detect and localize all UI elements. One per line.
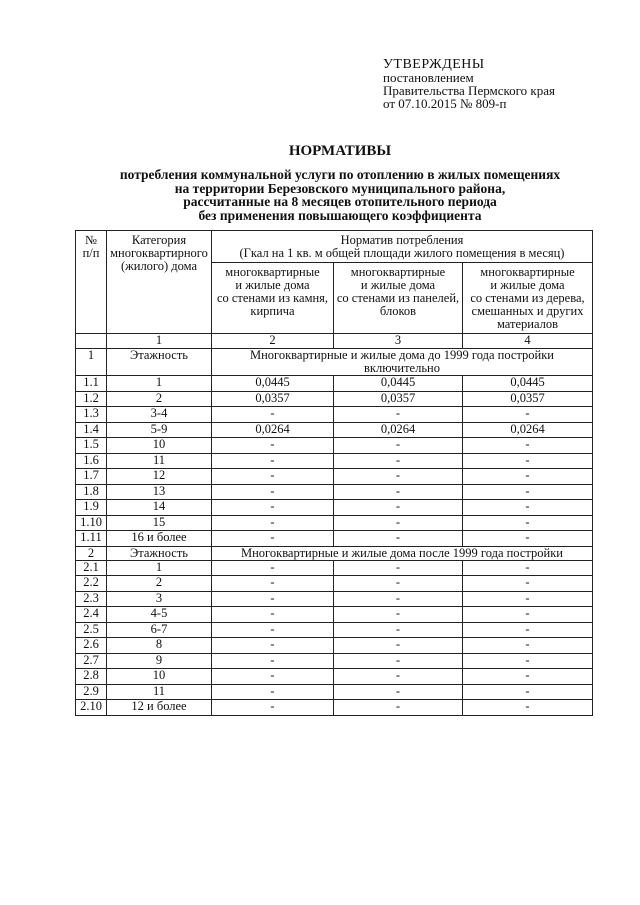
row-floors: 4-5 (107, 607, 212, 623)
value-panel: - (334, 607, 463, 623)
value-panel: - (334, 576, 463, 592)
section-row (76, 546, 593, 560)
row-floors: 15 (107, 515, 212, 531)
section-title (212, 349, 593, 376)
row-number: 1.7 (76, 469, 107, 485)
section-title-line: включительно (364, 361, 440, 375)
value-wood: 0,0264 (463, 422, 593, 438)
row-number: 1.1 (76, 376, 107, 392)
value-stone: - (212, 407, 334, 423)
value-stone: - (212, 638, 334, 654)
header-col-line: и жилые дома (235, 278, 310, 292)
header-col-line: блоков (379, 304, 417, 318)
value-panel: 0,0264 (334, 422, 463, 438)
value-wood: - (463, 407, 593, 423)
value-wood: - (463, 622, 593, 638)
value-panel: - (334, 531, 463, 547)
row-number: 1.3 (76, 407, 107, 423)
table-row (76, 700, 593, 716)
column-index-cell: 1 (107, 334, 212, 349)
value-panel: - (334, 700, 463, 716)
row-number: 2.4 (76, 607, 107, 623)
table-row (76, 638, 593, 654)
approval-line: постановлением (383, 70, 474, 85)
value-wood: - (463, 591, 593, 607)
table-row (76, 591, 593, 607)
value-panel: - (334, 622, 463, 638)
header-norm-line: (Гкал на 1 кв. м общей площади жилого помещения в месяц) (239, 246, 565, 260)
row-number: 2.2 (76, 576, 107, 592)
row-floors: 14 (107, 500, 212, 516)
value-wood: - (463, 638, 593, 654)
value-panel: - (334, 560, 463, 576)
value-stone: - (212, 560, 334, 576)
row-number: 1.5 (76, 438, 107, 454)
table-row (76, 560, 593, 576)
document-subtitle-line: потребления коммунальной услуги по отоплению в жилых помещениях (119, 167, 561, 182)
value-wood: 0,0445 (463, 376, 593, 392)
value-stone: 0,0445 (212, 376, 334, 392)
row-number: 2.5 (76, 622, 107, 638)
value-panel: - (334, 500, 463, 516)
table-row (76, 500, 593, 516)
value-wood: - (463, 469, 593, 485)
row-number: 2.10 (76, 700, 107, 716)
value-wood: 0,0357 (463, 391, 593, 407)
value-stone: - (212, 622, 334, 638)
value-panel: - (334, 515, 463, 531)
header-col-line: и жилые дома (360, 278, 436, 292)
header-col-line: со стенами из камня, (216, 291, 329, 305)
header-col-line: и жилые дома (490, 278, 565, 292)
header-col-stone (212, 263, 334, 334)
row-number: 1.4 (76, 422, 107, 438)
table-row (76, 622, 593, 638)
table-row (76, 438, 593, 454)
value-stone: - (212, 700, 334, 716)
table-row (76, 407, 593, 423)
value-wood: - (463, 500, 593, 516)
section-number: 2 (76, 546, 107, 560)
row-number: 1.6 (76, 453, 107, 469)
header-col-line: смешанных и других (471, 304, 584, 318)
section-label: Этажность (107, 546, 212, 560)
row-number: 2.7 (76, 653, 107, 669)
header-col-line: многоквартирные (480, 265, 575, 279)
document-heading (60, 143, 620, 222)
value-wood: - (463, 653, 593, 669)
header-norm (212, 231, 593, 263)
value-panel: - (334, 438, 463, 454)
row-floors: 6-7 (107, 622, 212, 638)
table-row (76, 391, 593, 407)
value-panel: - (334, 453, 463, 469)
value-stone: - (212, 684, 334, 700)
row-number: 1.8 (76, 484, 107, 500)
row-number: 2.9 (76, 684, 107, 700)
value-stone: - (212, 607, 334, 623)
value-wood: - (463, 515, 593, 531)
column-index-cell: 4 (463, 334, 593, 349)
header-category (107, 231, 212, 334)
row-number: 1.2 (76, 391, 107, 407)
value-stone: 0,0264 (212, 422, 334, 438)
section-number: 1 (76, 349, 107, 376)
value-wood: - (463, 669, 593, 685)
row-floors: 1 (107, 376, 212, 392)
table-row (76, 469, 593, 485)
value-stone: - (212, 669, 334, 685)
approval-stamp (383, 58, 555, 110)
header-col-line: кирпича (250, 304, 295, 318)
row-number: 1.9 (76, 500, 107, 516)
document-title: НОРМАТИВЫ (288, 143, 392, 159)
value-wood: - (463, 700, 593, 716)
header-category-line: (жилого) дома (120, 259, 198, 273)
value-panel: - (334, 591, 463, 607)
row-number: 2.6 (76, 638, 107, 654)
column-index-cell: 2 (212, 334, 334, 349)
header-col-line: со стенами из панелей, (336, 291, 460, 305)
approval-line: от 07.10.2015 № 809-п (383, 96, 507, 111)
row-floors: 8 (107, 638, 212, 654)
value-panel: - (334, 638, 463, 654)
section-label: Этажность (107, 349, 212, 376)
row-floors: 2 (107, 576, 212, 592)
value-wood: - (463, 484, 593, 500)
value-stone: - (212, 453, 334, 469)
table-row (76, 422, 593, 438)
column-index-cell: 3 (334, 334, 463, 349)
value-stone: - (212, 438, 334, 454)
value-wood: - (463, 576, 593, 592)
column-index-row (76, 334, 593, 349)
section-title: Многоквартирные и жилые дома после 1999 года постройки (212, 546, 593, 560)
row-floors: 3-4 (107, 407, 212, 423)
header-col-line: со стенами из дерева, (470, 291, 585, 305)
row-floors: 10 (107, 669, 212, 685)
section-row (76, 349, 593, 376)
header-col-wood (463, 263, 593, 334)
value-stone: - (212, 653, 334, 669)
row-floors: 11 (107, 684, 212, 700)
table-row (76, 376, 593, 392)
table-header-row (76, 231, 593, 263)
approval-title: УТВЕРЖДЕНЫ (383, 57, 485, 72)
row-floors: 11 (107, 453, 212, 469)
row-floors: 13 (107, 484, 212, 500)
row-number: 1.10 (76, 515, 107, 531)
table-row (76, 531, 593, 547)
table-row (76, 653, 593, 669)
table-row (76, 515, 593, 531)
header-col-line: многоквартирные (225, 265, 320, 279)
value-stone: - (212, 484, 334, 500)
table-row (76, 607, 593, 623)
value-stone: - (212, 576, 334, 592)
value-panel: - (334, 407, 463, 423)
value-stone: - (212, 591, 334, 607)
approval-line: Правительства Пермского края (383, 83, 555, 98)
value-panel: 0,0445 (334, 376, 463, 392)
value-panel: 0,0357 (334, 391, 463, 407)
table-row (76, 669, 593, 685)
row-floors: 2 (107, 391, 212, 407)
header-col-line: материалов (496, 317, 559, 331)
column-index-cell (76, 334, 107, 349)
value-stone: 0,0357 (212, 391, 334, 407)
table-row (76, 484, 593, 500)
value-panel: - (334, 669, 463, 685)
value-wood: - (463, 453, 593, 469)
value-panel: - (334, 653, 463, 669)
row-floors: 9 (107, 653, 212, 669)
norms-table (75, 230, 593, 716)
value-stone: - (212, 469, 334, 485)
value-wood: - (463, 438, 593, 454)
header-number (76, 231, 107, 334)
row-floors: 1 (107, 560, 212, 576)
value-panel: - (334, 469, 463, 485)
row-floors: 12 и более (107, 700, 212, 716)
value-stone: - (212, 500, 334, 516)
row-number: 2.3 (76, 591, 107, 607)
row-number: 2.8 (76, 669, 107, 685)
document-subtitle-line: на территории Березовского муниципального района, (174, 180, 506, 196)
value-wood: - (463, 531, 593, 547)
table-row (76, 576, 593, 592)
row-number: 1.11 (76, 531, 107, 547)
document-subtitle-line: без применения повышающего коэффициента (198, 207, 482, 223)
value-panel: - (334, 484, 463, 500)
value-panel: - (334, 684, 463, 700)
row-floors: 3 (107, 591, 212, 607)
header-col-panel (334, 263, 463, 334)
header-number-line: № (85, 233, 97, 247)
row-floors: 5-9 (107, 422, 212, 438)
header-category-line: Категория (131, 233, 187, 247)
header-norm-line: Норматив потребления (340, 233, 464, 247)
row-floors: 10 (107, 438, 212, 454)
value-wood: - (463, 560, 593, 576)
document-subtitle-line: рассчитанные на 8 месяцев отопительного периода (183, 194, 497, 209)
header-category-line: многоквартирного (110, 246, 208, 260)
header-col-line: многоквартирные (350, 265, 446, 279)
row-number: 2.1 (76, 560, 107, 576)
value-stone: - (212, 515, 334, 531)
value-stone: - (212, 531, 334, 547)
section-title-line: Многоквартирные и жилые дома до 1999 года постройки (249, 348, 554, 362)
table-row (76, 453, 593, 469)
row-floors: 12 (107, 469, 212, 485)
value-wood: - (463, 684, 593, 700)
row-floors: 16 и более (107, 531, 212, 547)
header-number-line: п/п (82, 246, 100, 260)
table-row (76, 684, 593, 700)
value-wood: - (463, 607, 593, 623)
